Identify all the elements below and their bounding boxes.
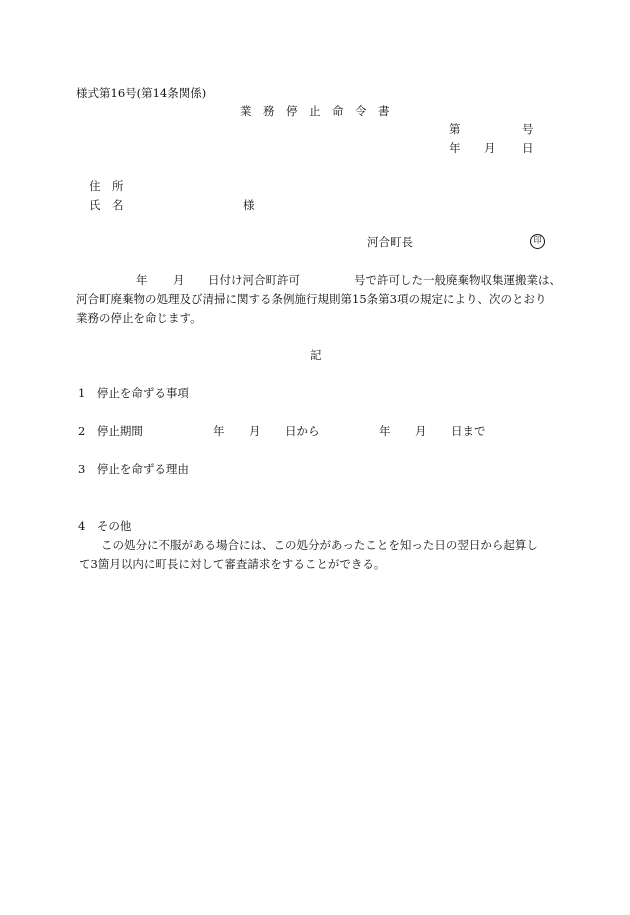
name-label: 氏 名 (89, 198, 124, 212)
ref-number-prefix: 第 (449, 122, 461, 136)
seal-mark: 印 (530, 234, 545, 249)
item-4: 4 その他 (78, 519, 132, 533)
item-2-to: 日まで (451, 424, 486, 438)
date-day: 日 (522, 141, 534, 155)
ref-number-suffix: 号 (522, 122, 534, 136)
date-year: 年 (449, 141, 461, 155)
body-month: 月 (173, 273, 185, 287)
item-2-year-to: 年 (379, 424, 391, 438)
body-line3: 業務の停止を命じます。 (76, 311, 202, 325)
item-2-month-from: 月 (249, 424, 261, 438)
document-title: 業 務 停 止 命 令 書 (240, 104, 390, 118)
item-2-year-from: 年 (213, 424, 225, 438)
body-year: 年 (136, 273, 148, 287)
item-2-from: 日から (285, 424, 320, 438)
notice-line1: この処分に不服がある場合には、この処分があったことを知った日の翌日から起算し (101, 538, 538, 552)
item-2-month-to: 月 (415, 424, 427, 438)
honorific-sama: 様 (243, 198, 255, 212)
ki-heading: 記 (310, 348, 322, 362)
address-label: 住 所 (89, 179, 124, 193)
body-line1-a: 日付け河合町許可 (208, 273, 300, 287)
form-number: 様式第16号(第14条関係) (76, 86, 207, 100)
item-2-label: 2 停止期間 (78, 424, 143, 438)
item-1: 1 停止を命ずる事項 (78, 386, 189, 400)
item-3: 3 停止を命ずる理由 (78, 462, 189, 476)
issuer-title: 河合町長 (367, 235, 413, 249)
body-line1-b: 号で許可した一般廃棄物収集運搬業は、 (354, 273, 561, 287)
date-month: 月 (484, 141, 496, 155)
notice-line2: て3箇月以内に町長に対して審査請求をすることができる。 (79, 557, 386, 571)
body-line2: 河合町廃棄物の処理及び清掃に関する条例施行規則第15条第3項の規定により、次のとおり (76, 292, 547, 306)
